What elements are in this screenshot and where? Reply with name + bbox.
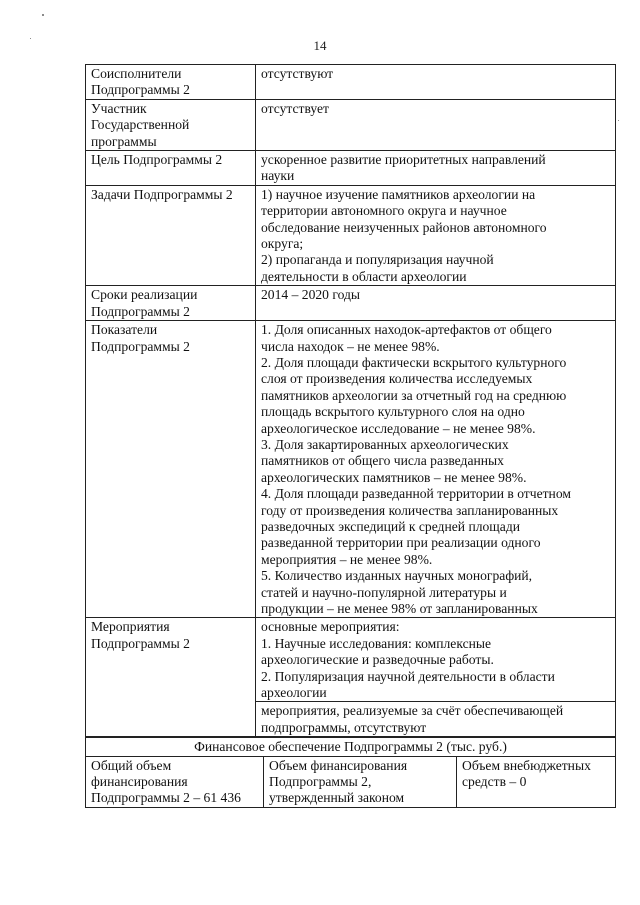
value-line: статей и научно-популярной литературы и — [261, 584, 507, 600]
row-label-cell — [86, 286, 256, 321]
row-label-cell — [86, 321, 256, 618]
finance-values-row — [86, 756, 616, 807]
table-row — [86, 99, 616, 150]
finance-line: утвержденный законом — [269, 790, 405, 806]
value-line: 1. Научные исследования: комплексные — [261, 635, 492, 651]
value-line: подпрограммы, отсутствуют — [261, 719, 427, 735]
value-line: археологии — [261, 685, 327, 701]
page-number: 14 — [313, 38, 327, 53]
value-line: слоя от произведения количества исследуемых — [261, 371, 533, 387]
row-label-cell — [86, 151, 256, 186]
finance-line: Подпрограммы 2 – 61 436 — [91, 790, 241, 806]
finance-header-row — [86, 738, 616, 756]
finance-line: средств – 0 — [462, 774, 527, 790]
label-line: Показатели — [91, 322, 158, 338]
events-main-cell — [256, 618, 616, 702]
value-line: 4. Доля площади разведанной территории в отчетном — [261, 486, 571, 502]
row-label-cell — [86, 99, 256, 150]
finance-law-cell — [264, 756, 457, 807]
value-line: мероприятия, реализуемые за счёт обеспечивающей — [261, 703, 564, 719]
value-line: археологические и разведочные работы. — [261, 652, 494, 668]
value-line: памятников от общего числа разведанных — [261, 453, 504, 469]
label-line: Подпрограммы 2 — [91, 635, 190, 651]
label-line: Мероприятия — [91, 619, 170, 635]
table-row — [86, 151, 616, 186]
value-line: отсутствуют — [261, 66, 334, 81]
value-line: площадь вскрытого культурного слоя на одно — [261, 404, 525, 420]
label-line: Задачи Подпрограммы 2 — [91, 186, 233, 202]
label-line: Подпрограммы 2 — [91, 338, 190, 354]
value-line: отсутствует — [261, 100, 330, 116]
value-line: обследование неизученных районов автономного — [261, 219, 547, 235]
row-label-cell — [86, 65, 256, 100]
value-line: 2) пропаганда и популяризация научной — [261, 252, 494, 268]
table-row — [86, 65, 616, 100]
label-line: Участник — [91, 100, 147, 116]
passport-sheet — [85, 64, 615, 808]
value-line: деятельности в области археологии — [261, 268, 467, 284]
value-line: году от произведения количества запланированных — [261, 502, 559, 518]
finance-total-cell — [86, 756, 264, 807]
row-value-cell — [256, 65, 616, 100]
value-line: мероприятия – не менее 98%. — [261, 551, 433, 567]
value-line: памятников археологии за отчетный год на среднюю — [261, 387, 567, 403]
finance-table — [85, 737, 616, 808]
finance-line: Объем внебюджетных — [462, 757, 591, 773]
passport-table — [85, 64, 616, 737]
value-line: 5. Количество изданных научных монографий, — [261, 568, 533, 584]
value-line: продукции – не менее 98% от запланированных — [261, 601, 538, 616]
events-label-cell — [86, 618, 256, 737]
label-line: Сроки реализации — [91, 287, 198, 303]
value-line: 1) научное изучение памятников археологии на — [261, 186, 536, 202]
finance-line: финансирования — [91, 774, 188, 790]
row-value-cell — [256, 321, 616, 618]
scan-speck — [30, 38, 31, 39]
table-row — [86, 185, 616, 285]
value-line: ускоренное развитие приоритетных направлений — [261, 152, 546, 168]
row-value-cell — [256, 185, 616, 285]
value-line: 2014 – 2020 годы — [261, 287, 361, 303]
finance-line: Объем финансирования — [269, 757, 408, 773]
value-line: округа; — [261, 236, 304, 252]
scan-speck — [42, 14, 44, 16]
label-line: Соисполнители — [91, 66, 182, 81]
value-line: археологических памятников – не менее 98%. — [261, 469, 527, 485]
value-line: 3. Доля закартированных археологических — [261, 436, 509, 452]
value-line: разведанной территории при реализации одного — [261, 535, 541, 551]
label-line: Цель Подпрограммы 2 — [91, 152, 223, 168]
value-line: территории автономного округа и научное — [261, 203, 507, 219]
value-line: 2. Популяризация научной деятельности в области — [261, 668, 555, 684]
value-line: числа находок – не менее 98%. — [261, 338, 440, 354]
value-line: археологическое исследование – не менее 98%. — [261, 420, 536, 436]
row-label-cell — [86, 185, 256, 285]
value-line: 2. Доля площади фактически вскрытого культурного — [261, 354, 567, 370]
row-value-cell — [256, 99, 616, 150]
value-line: разведочных экспедиций к средней площади — [261, 518, 521, 534]
scan-speck — [618, 120, 619, 121]
value-line: основные мероприятия: — [261, 619, 400, 635]
finance-line: Подпрограммы 2, — [269, 774, 372, 790]
table-row — [86, 321, 616, 618]
label-line: программы — [91, 133, 157, 149]
finance-header: Финансовое обеспечение Подпрограммы 2 (тыс. руб.) — [86, 738, 616, 756]
value-line: науки — [261, 168, 295, 184]
label-line: Подпрограммы 2 — [91, 82, 190, 98]
value-line: 1. Доля описанных находок-артефактов от общего — [261, 322, 552, 338]
table-row — [86, 286, 616, 321]
events-supporting-cell — [256, 702, 616, 737]
label-line: Подпрограммы 2 — [91, 303, 190, 319]
row-value-cell — [256, 151, 616, 186]
table-row-events — [86, 618, 616, 702]
label-line: Государственной — [91, 117, 190, 133]
finance-offbudget-cell — [457, 756, 616, 807]
row-value-cell — [256, 286, 616, 321]
finance-line: Общий объем — [91, 757, 172, 773]
